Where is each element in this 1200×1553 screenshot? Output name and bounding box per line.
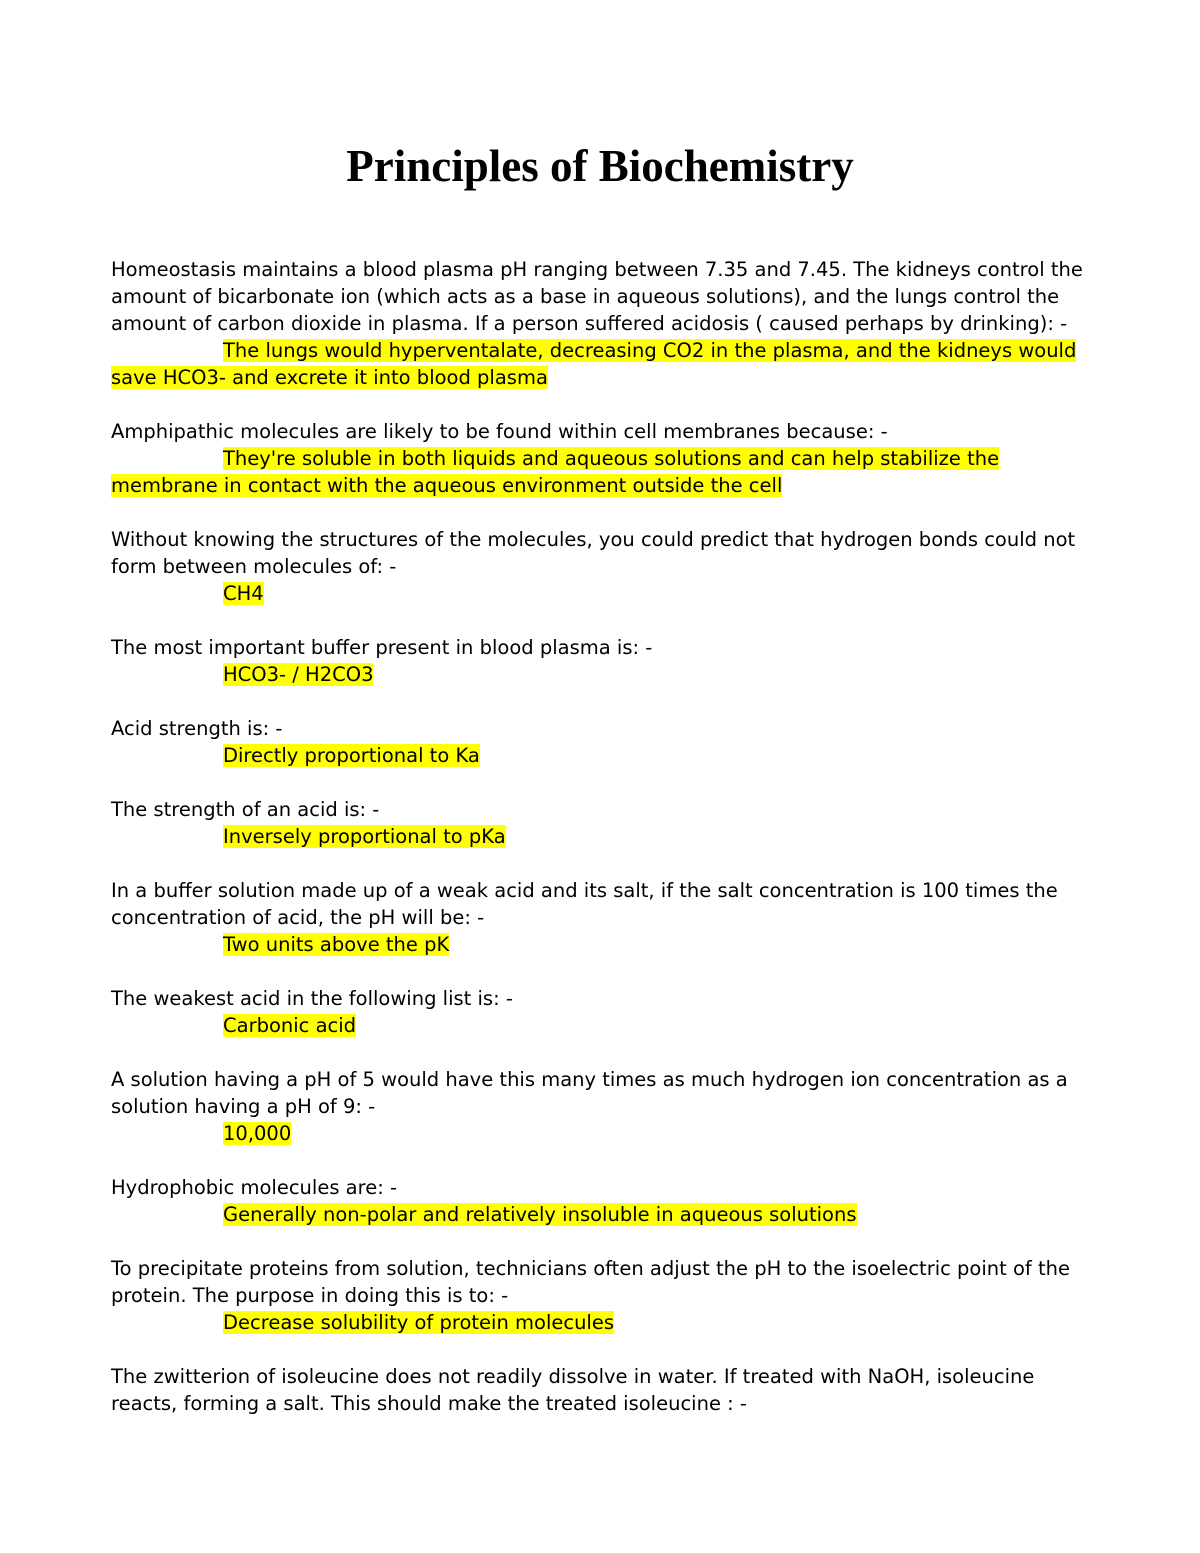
highlighted-answer: They're soluble in both liquids and aqueous solutions and can help stabilize the membrane in contact with the aqueous environment outside the cell [111,447,1000,497]
qa-item [111,634,1101,688]
qa-item [111,715,1101,769]
answer-text [111,1201,1101,1228]
answer-text [111,1120,1101,1147]
question-text: Homeostasis maintains a blood plasma pH ranging between 7.35 and 7.45. The kidneys control the amount of bicarbonate ion (which acts as a base in aqueous solutions), and the lungs control the amount of carbon dioxide in plasma. If a person suffered acidosis ( caused perhaps by drinking): - [111,258,1090,335]
highlighted-answer: HCO3- / H2CO3 [223,663,374,686]
document-title: Principles of Biochemistry [346,141,854,191]
answer-text [111,1012,1101,1039]
answer-text [111,580,1101,607]
question-text: The most important buffer present in blood plasma is: - [111,636,653,659]
answer-text [111,337,1101,391]
highlighted-answer: CH4 [223,582,264,605]
highlighted-answer: 10,000 [223,1122,292,1145]
qa-item [111,256,1101,391]
qa-item [111,985,1101,1039]
highlighted-answer: Carbonic acid [223,1014,357,1037]
question-text: The weakest acid in the following list is: - [111,987,513,1010]
highlighted-answer: The lungs would hyperventalate, decreasing CO2 in the plasma, and the kidneys would save HCO3- and excrete it into blood plasma [111,339,1077,389]
highlighted-answer: Decrease solubility of protein molecules [223,1311,615,1334]
answer-text [111,742,1101,769]
question-text: A solution having a pH of 5 would have this many times as much hydrogen ion concentration as a solution having a pH of 9: - [111,1068,1074,1118]
highlighted-answer: Inversely proportional to pKa [223,825,506,848]
highlighted-answer: Generally non-polar and relatively insoluble in aqueous solutions [223,1203,857,1226]
question-text: The zwitterion of isoleucine does not readily dissolve in water. If treated with NaOH, isoleucine reacts, forming a salt. This should make the treated isoleucine : - [111,1365,1041,1415]
question-text: The strength of an acid is: - [111,798,380,821]
question-text: Without knowing the structures of the molecules, you could predict that hydrogen bonds could not form between molecules of: - [111,528,1082,578]
qa-item [111,1255,1101,1336]
answer-text [111,931,1101,958]
question-text: Amphipathic molecules are likely to be found within cell membranes because: - [111,420,888,443]
qa-item [111,1174,1101,1228]
document-body [111,256,1101,1444]
answer-text [111,661,1101,688]
qa-item [111,526,1101,607]
qa-item [111,418,1101,499]
qa-item [111,1363,1101,1417]
qa-item [111,877,1101,958]
qa-item [111,1066,1101,1147]
answer-text [111,445,1101,499]
question-text: Hydrophobic molecules are: - [111,1176,398,1199]
qa-item [111,796,1101,850]
answer-text [111,1309,1101,1336]
question-text: To precipitate proteins from solution, technicians often adjust the pH to the isoelectric point of the protein. The purpose in doing this is to: - [111,1257,1077,1307]
question-text: Acid strength is: - [111,717,283,740]
highlighted-answer: Two units above the pK [223,933,450,956]
highlighted-answer: Directly proportional to Ka [223,744,480,767]
question-text: In a buffer solution made up of a weak acid and its salt, if the salt concentration is 100 times the concentration of acid, the pH will be: - [111,879,1064,929]
answer-text [111,823,1101,850]
